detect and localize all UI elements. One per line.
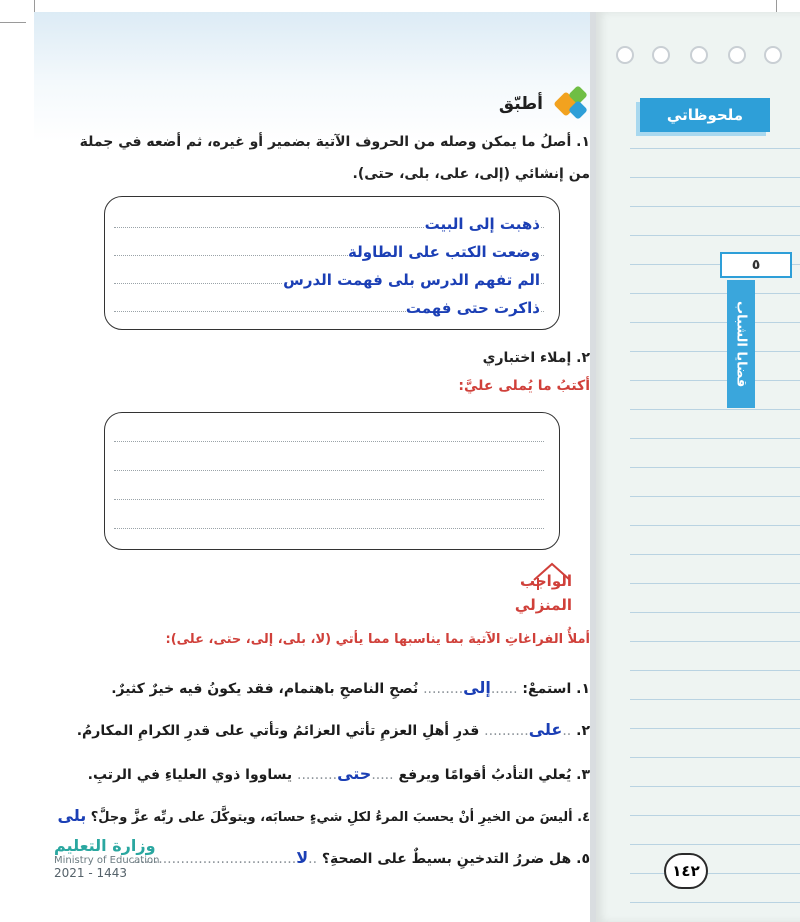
ruled-line [630, 496, 800, 497]
unit-number: ٥ [720, 252, 792, 278]
ruled-line [630, 757, 800, 758]
homework-item-3 [88, 764, 590, 783]
ruled-line [630, 815, 800, 816]
ruled-line [630, 351, 800, 352]
item-answer: لا [296, 848, 309, 867]
ruled-line [630, 670, 800, 671]
ruled-line [630, 467, 800, 468]
homework-label-2: المنزلي [514, 596, 572, 614]
ministry-logo [54, 836, 174, 880]
homework-item-2 [77, 720, 590, 739]
item-text: ٢. [571, 723, 590, 739]
ruled-line [630, 409, 800, 410]
item-text: ١. استمعْ: [517, 681, 590, 697]
q2-instruction: أكتبُ ما يُملى عليَّ: [458, 378, 590, 394]
ruled-line [630, 728, 800, 729]
ruled-line [630, 902, 800, 903]
fill-dots: ......... [297, 767, 338, 783]
binder-ring-icon [728, 46, 746, 64]
dotted-line [114, 470, 544, 471]
dotted-line [114, 528, 544, 529]
item-answer: بلى [57, 806, 87, 825]
ruled-line [630, 206, 800, 207]
heading-text: أطبّق [498, 94, 543, 114]
ruled-line [630, 844, 800, 845]
item-text: قدرِ أهلِ العزمِ تأتي العزائمُ وتأتي على قدرِ الكرامِ المكارمُ. [76, 723, 485, 739]
q1-answer: ذاكرت حتى فهمت [405, 299, 540, 317]
dotted-line [114, 441, 544, 442]
notes-title: ملحوظاتي [640, 98, 770, 132]
homework-item-4 [58, 806, 591, 825]
item-answer: على [528, 720, 563, 739]
ruled-line [630, 380, 800, 381]
edition-year: 2021 - 1443 [54, 866, 128, 880]
page-number: ١٤٢ [664, 853, 708, 889]
ministry-name-en: Ministry of Education [54, 855, 160, 866]
ruled-line [630, 293, 800, 294]
fill-dots: ..... [371, 767, 394, 783]
homework-label-1: الواجب [519, 572, 572, 590]
q2-title: ٢. إملاء اختباري [482, 350, 590, 366]
ruled-line [630, 177, 800, 178]
homework-instruction: أملأُ الفراغاتِ الآتية بما يناسبها مما يأتي (لا، بلى، إلى، حتى، على): [165, 632, 590, 647]
ruled-line [630, 786, 800, 787]
crop-mark-left [0, 22, 26, 23]
homework-item-5 [132, 848, 590, 867]
ruled-line [630, 583, 800, 584]
ruled-line [630, 873, 800, 874]
item-text: ٤. أليسَ من الخيرِ أنْ يحسبَ المرءُ لكلِ شيءٍ حسابَه، ويتوكَّلَ على ربِّه عزَّ وجلَّ؟ [86, 810, 590, 825]
ruled-line [630, 322, 800, 323]
ruled-line [630, 235, 800, 236]
fill-dots: .......... [484, 723, 529, 739]
ruled-line [630, 554, 800, 555]
dotted-line [114, 499, 544, 500]
q1-line1: ١. أصلُ ما يمكن وصله من الحروف الآتية بضمير أو غيره، ثم أضعه في جملة [79, 134, 590, 150]
dictation-box [104, 412, 560, 550]
q1-answer: الم تفهم الدرس بلى فهمت الدرس [283, 271, 540, 289]
ministry-name-ar: وزارة التعليم [54, 836, 156, 855]
item-text: نُصحِ الناصحِ باهتمام، فقد يكونُ فيه خيرٌ كثيرٌ. [111, 681, 424, 697]
item-text: يساووا ذوي العلياءِ في الرتبِ. [87, 767, 297, 783]
section-heading [440, 86, 585, 122]
q1-answer: وضعت الكتب على الطاولة [348, 243, 540, 261]
q1-line2: من إنشائي (إلى، على، بلى، حتى). [352, 166, 590, 182]
binder-ring-icon [616, 46, 634, 64]
binder-ring-icon [652, 46, 670, 64]
item-answer: إلى [463, 678, 491, 697]
item-answer: حتى [337, 764, 372, 783]
fill-dots: ...... [490, 681, 518, 697]
item-text: ٥. هل ضررُ التدخينِ بسيطٌ على الصحةِ؟ [317, 851, 590, 867]
unit-title: قضايا الشباب [727, 280, 755, 408]
homework-item-1 [111, 678, 590, 697]
ruled-line [630, 641, 800, 642]
ruled-line [630, 525, 800, 526]
binder-ring-icon [690, 46, 708, 64]
item-text: ٣. يُعلي التأدبُ أقوامًا ويرفع [393, 767, 590, 783]
ruled-line [630, 612, 800, 613]
binder-ring-icon [764, 46, 782, 64]
ruled-line [630, 148, 800, 149]
ruled-line [630, 438, 800, 439]
q1-answer: ذهبت إلى البيت [424, 215, 540, 233]
fill-dots: .. [308, 851, 318, 867]
ruled-line [630, 699, 800, 700]
fill-dots: .. [562, 723, 572, 739]
fill-dots: ......... [423, 681, 464, 697]
fill-dots: ..................................... [131, 851, 297, 867]
